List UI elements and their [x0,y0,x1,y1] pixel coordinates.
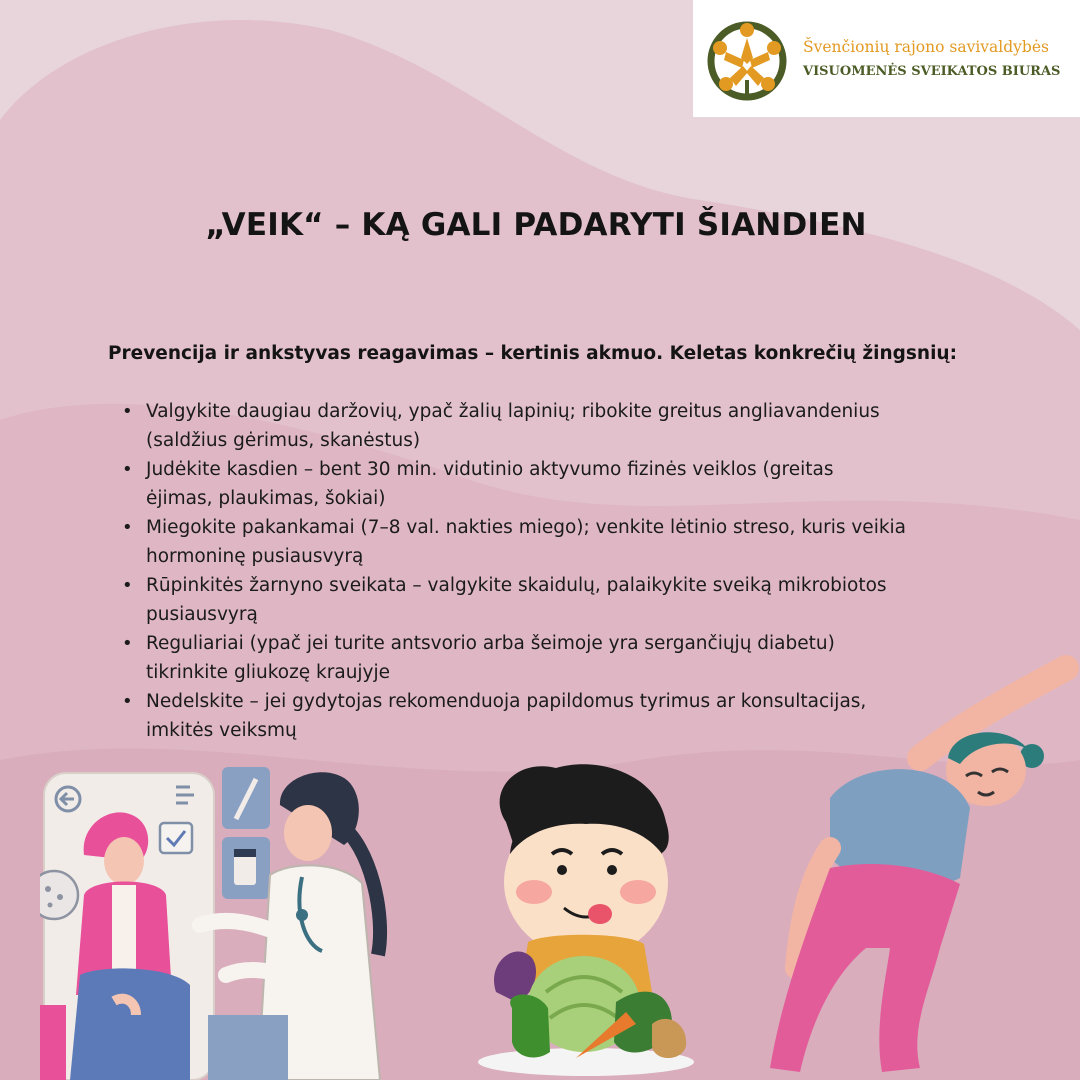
bullet-icon: • [122,401,133,422]
tip-text-line2: tikrinkite gliukozę kraujyje [146,662,391,683]
list-item [108,571,988,629]
page-title: „VEIK“ – KĄ GALI PADARYTI ŠIANDIEN [205,207,867,243]
community-wheel-logo-icon [706,18,788,104]
tip-text-line1: Miegokite pakankamai (7–8 val. nakties miego); venkite lėtinio streso, kuris veikia [146,517,907,538]
tip-text-line1: Valgykite daugiau daržovių, ypač žalių lapinių; ribokite greitus angliavandenius [146,401,880,422]
list-item [108,397,988,455]
list-item [108,455,988,513]
intro-text: Prevencija ir ankstyvas reagavimas – kertinis akmuo. Keletas konkrečių žingsnių: [108,343,957,364]
tip-text-line1: Reguliariai (ypač jei turite antsvorio arba šeimoje yra sergančiųjų diabetu) [146,633,835,654]
tip-text-line1: Nedelskite – jei gydytojas rekomenduoja papildomus tyrimus ar konsultacijas, [146,691,867,712]
tip-text-line2: (saldžius gėrimus, skanėstus) [146,430,421,451]
org-name-line1: Švenčionių rajono savivaldybės [803,38,1049,56]
bullet-icon: • [122,575,133,596]
bullet-icon: • [122,517,133,538]
bullet-icon: • [122,633,133,654]
tip-text-line1: Judėkite kasdien – bent 30 min. vidutinio aktyvumo fizinės veiklos (greitas [146,459,834,480]
tip-text-line1: Rūpinkitės žarnyno sveikata – valgykite skaidulų, palaikykite sveiką mikrobiotos [146,575,887,596]
boy-with-vegetables-illustration [476,762,698,1080]
doctor-consultation-illustration [40,765,430,1080]
bullet-icon: • [122,691,133,712]
tip-text-line2: pusiausvyrą [146,604,258,625]
tip-text-line2: ėjimas, plaukimas, šokiai) [146,488,386,509]
exercising-woman-illustration [770,648,1080,1080]
bullet-icon: • [122,459,133,480]
tip-text-line2: hormoninę pusiausvyrą [146,546,364,567]
tip-text-line2: imkitės veiksmų [146,720,297,741]
list-item [108,513,988,571]
org-name-line2: VISUOMENĖS SVEIKATOS BIURAS [803,64,1061,79]
